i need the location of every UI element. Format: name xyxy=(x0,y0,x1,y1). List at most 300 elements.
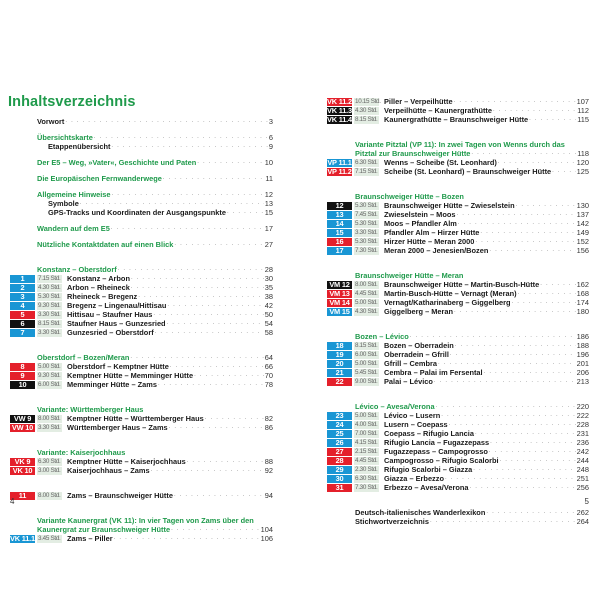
stage-row[interactable] xyxy=(300,97,589,106)
section-heading-line1 xyxy=(300,140,589,149)
stage-duration: 5.30 Std. xyxy=(38,292,61,300)
leader-dots xyxy=(438,359,576,368)
stage-entry[interactable] xyxy=(300,447,589,456)
stage-duration: 5.00 Std. xyxy=(38,362,61,370)
leader-dots xyxy=(484,368,576,377)
page-number-right: 5 xyxy=(584,497,589,506)
stage-page: 180 xyxy=(576,307,589,316)
leader-dots xyxy=(167,319,264,328)
stage-page: 120 xyxy=(576,158,589,167)
stage-row[interactable] xyxy=(300,420,589,429)
toc-entry[interactable] xyxy=(0,224,273,233)
stage-row[interactable] xyxy=(300,359,589,368)
section-heading-row[interactable] xyxy=(300,149,589,158)
stage-label: Konstanz – Arbon xyxy=(67,274,130,283)
stage-badge: VW 10 xyxy=(11,422,34,432)
stage-label: Memminger Hütte – Zams xyxy=(67,380,157,389)
toc-entry[interactable] xyxy=(0,174,273,183)
stage-row[interactable] xyxy=(300,201,589,210)
spacer xyxy=(0,337,273,353)
stage-label: Giggelberg – Meran xyxy=(384,307,453,316)
stage-entry[interactable] xyxy=(0,301,273,310)
stage-duration: 5.30 Std. xyxy=(355,219,378,227)
stage-label: Hittisau – Staufner Haus xyxy=(67,310,153,319)
leader-dots xyxy=(490,438,576,447)
leader-dots xyxy=(205,414,264,423)
stage-entry[interactable] xyxy=(0,491,273,500)
stage-duration: 7.15 Std. xyxy=(355,167,378,175)
leader-dots xyxy=(473,465,575,474)
front-matter-entry[interactable] xyxy=(0,240,273,249)
stage-row[interactable] xyxy=(0,283,273,292)
stage-entry[interactable] xyxy=(300,298,589,307)
front-matter-entry[interactable] xyxy=(0,158,273,167)
stage-entry[interactable] xyxy=(0,371,273,380)
stage-label: Zams – Braunschweiger Hütte xyxy=(67,491,173,500)
stage-page: 222 xyxy=(576,411,589,420)
toc-entry[interactable] xyxy=(0,208,273,217)
leader-dots xyxy=(153,310,263,319)
stage-page: 188 xyxy=(576,341,589,350)
stage-row[interactable] xyxy=(300,350,589,359)
stage-label: Fugazzepass – Campogrosso xyxy=(384,447,488,456)
stage-row[interactable] xyxy=(300,368,589,377)
stage-row[interactable] xyxy=(300,289,589,298)
entry-label: Stichwortverzeichnis xyxy=(355,517,429,526)
stage-row[interactable] xyxy=(300,456,589,465)
back-matter-entry[interactable] xyxy=(300,508,589,517)
stage-label: Martin-Busch-Hütte – Vernagt (Meran) xyxy=(384,289,517,298)
stage-page: 201 xyxy=(576,359,589,368)
stage-entry[interactable] xyxy=(0,423,273,432)
stage-entry[interactable] xyxy=(300,289,589,298)
stage-badge: VP 11.2 xyxy=(327,166,352,176)
stage-duration: 3.30 Std. xyxy=(38,310,61,318)
stage-row[interactable] xyxy=(300,158,589,167)
leader-dots xyxy=(458,219,576,228)
section-page: 118 xyxy=(577,149,589,158)
section-heading-text: Kaunergrat zur Braunschweiger Hütte xyxy=(37,525,171,534)
spacer xyxy=(300,492,589,508)
section-heading[interactable] xyxy=(0,353,273,362)
stage-label: Rifugio Lancia – Fugazzepass xyxy=(384,438,490,447)
stage-label: Braunschweiger Hütte – Zwieselstein xyxy=(384,201,515,210)
section-heading[interactable] xyxy=(300,149,589,158)
stage-row[interactable] xyxy=(0,274,273,283)
stage-row[interactable] xyxy=(300,237,589,246)
stage-page: 92 xyxy=(264,466,273,475)
section-heading-row[interactable] xyxy=(0,448,273,457)
entry-page: 17 xyxy=(264,224,273,233)
stage-badge: 7 xyxy=(10,329,35,337)
toc-entry[interactable] xyxy=(0,158,273,167)
stage-entry[interactable] xyxy=(300,115,589,124)
stage-badge: VK 11.2 xyxy=(327,96,352,106)
stage-entry[interactable] xyxy=(300,97,589,106)
stage-page: 244 xyxy=(576,456,589,465)
leader-dots xyxy=(529,115,576,124)
stage-entry[interactable] xyxy=(0,292,273,301)
stage-page: 213 xyxy=(576,377,589,386)
stage-entry[interactable] xyxy=(0,414,273,423)
stage-entry[interactable] xyxy=(0,310,273,319)
stage-row[interactable] xyxy=(0,423,273,432)
leader-dots xyxy=(169,423,264,432)
stage-page: 125 xyxy=(576,167,589,176)
stage-label: Kaiserjochhaus – Zams xyxy=(67,466,150,475)
section-heading[interactable] xyxy=(300,192,589,201)
leader-dots xyxy=(486,508,575,517)
leader-dots xyxy=(450,350,576,359)
stage-row[interactable] xyxy=(0,534,273,543)
stage-label: Campogrosso – Rifugio Scalorbi xyxy=(384,456,499,465)
stage-row[interactable] xyxy=(300,447,589,456)
stage-duration: 7.30 Std. xyxy=(355,483,378,491)
section-heading[interactable] xyxy=(300,332,589,341)
stage-page: 88 xyxy=(264,457,273,466)
leader-dots xyxy=(455,341,576,350)
section-heading-text: Lévico – Avesa/Verona xyxy=(355,402,435,411)
stage-badge: 28 xyxy=(327,457,352,465)
front-matter-entry[interactable] xyxy=(0,208,273,217)
section-heading-row[interactable] xyxy=(0,353,273,362)
stage-entry[interactable] xyxy=(0,457,273,466)
stage-label: Arbon – Rheineck xyxy=(67,283,130,292)
stage-badge: 27 xyxy=(327,448,352,456)
toc-entry[interactable] xyxy=(0,133,273,142)
toc-entry[interactable] xyxy=(0,240,273,249)
stage-row[interactable] xyxy=(300,465,589,474)
stage-entry[interactable] xyxy=(0,319,273,328)
stage-label: Kaunergrathütte – Braunschweiger Hütte xyxy=(384,115,529,124)
stage-page: 58 xyxy=(264,328,273,337)
stage-entry[interactable] xyxy=(0,274,273,283)
stage-label: Staufner Haus – Gunzesried xyxy=(67,319,166,328)
stage-row[interactable] xyxy=(300,474,589,483)
entry-label: Übersichtskarte xyxy=(37,133,93,142)
stage-entry[interactable] xyxy=(300,246,589,255)
front-matter-entry[interactable] xyxy=(0,199,273,208)
stage-duration: 7.30 Std. xyxy=(355,246,378,254)
section-heading[interactable] xyxy=(0,448,273,457)
section-heading-line1 xyxy=(0,516,273,525)
stage-entry[interactable] xyxy=(300,228,589,237)
leader-dots xyxy=(112,190,264,199)
stage-duration: 10.15 Std. xyxy=(355,97,381,105)
stage-page: 228 xyxy=(576,420,589,429)
section-heading-row[interactable] xyxy=(0,405,273,414)
stage-badge: 26 xyxy=(327,439,352,447)
stage-badge: 23 xyxy=(327,412,352,420)
stage-page: 236 xyxy=(576,438,589,447)
spacer xyxy=(300,316,589,332)
stage-entry[interactable] xyxy=(300,377,589,386)
toc-entry[interactable] xyxy=(0,190,273,199)
stage-entry[interactable] xyxy=(300,201,589,210)
stage-label: Coepass – Rifugio Lancia xyxy=(384,429,474,438)
entry-label: Nützliche Kontaktdaten auf einen Blick xyxy=(37,240,174,249)
leader-dots xyxy=(434,377,576,386)
spacer xyxy=(0,475,273,491)
stage-row[interactable] xyxy=(0,328,273,337)
stage-badge: 12 xyxy=(327,202,352,210)
stage-label: Gfrill – Cembra xyxy=(384,359,437,368)
leader-dots xyxy=(430,517,576,526)
stage-label: Zams – Piller xyxy=(67,534,113,543)
stage-entry[interactable] xyxy=(300,307,589,316)
stage-row[interactable] xyxy=(0,491,273,500)
stage-duration: 5.45 Std. xyxy=(355,368,378,376)
stage-entry[interactable] xyxy=(300,350,589,359)
leader-dots xyxy=(111,224,264,233)
leader-dots xyxy=(493,106,576,115)
stage-entry[interactable] xyxy=(0,283,273,292)
stage-badge: 18 xyxy=(327,342,352,350)
spacer xyxy=(0,233,273,240)
stage-duration: 3.30 Std. xyxy=(355,228,378,236)
stage-entry[interactable] xyxy=(300,474,589,483)
section-heading-text: Braunschweiger Hütte – Bozen xyxy=(355,192,464,201)
stage-entry[interactable] xyxy=(300,210,589,219)
stage-badge: 25 xyxy=(327,430,352,438)
stage-row[interactable] xyxy=(0,380,273,389)
stage-entry[interactable] xyxy=(300,106,589,115)
section-heading[interactable] xyxy=(300,402,589,411)
stage-duration: 5.00 Std. xyxy=(355,359,378,367)
section-heading[interactable] xyxy=(300,271,589,280)
toc-entry[interactable] xyxy=(0,142,273,151)
front-matter-entry[interactable] xyxy=(0,142,273,151)
stage-badge: 29 xyxy=(327,466,352,474)
stage-duration: 8.15 Std. xyxy=(38,319,61,327)
stage-duration: 6.30 Std. xyxy=(38,457,61,465)
stage-entry[interactable] xyxy=(300,158,589,167)
stage-badge: 10 xyxy=(10,381,35,389)
front-matter-entry[interactable] xyxy=(0,117,273,126)
section-heading xyxy=(0,516,273,525)
stage-duration: 3.30 Std. xyxy=(38,328,61,336)
stage-entry[interactable] xyxy=(300,219,589,228)
stage-duration: 9.30 Std. xyxy=(38,301,61,309)
stage-badge: 21 xyxy=(327,369,352,377)
leader-dots xyxy=(449,420,576,429)
stage-duration: 7.00 Std. xyxy=(355,429,378,437)
toc-entry[interactable] xyxy=(300,517,589,526)
stage-duration: 8.00 Std. xyxy=(38,491,61,499)
left-toc xyxy=(0,117,273,543)
stage-row[interactable] xyxy=(0,310,273,319)
stage-row[interactable] xyxy=(0,414,273,423)
leader-dots xyxy=(151,466,264,475)
stage-row[interactable] xyxy=(0,457,273,466)
section-heading-text: Variante: Kaiserjochhaus xyxy=(37,448,126,457)
stage-entry[interactable] xyxy=(300,483,589,492)
entry-page: 11 xyxy=(265,174,273,183)
leader-dots xyxy=(410,332,576,341)
stage-duration: 8.00 Std. xyxy=(38,414,61,422)
section-heading-row[interactable] xyxy=(0,525,273,534)
stage-entry[interactable] xyxy=(0,362,273,371)
stage-entry[interactable] xyxy=(300,420,589,429)
leader-dots xyxy=(489,246,575,255)
stage-row[interactable] xyxy=(300,298,589,307)
toc-entry[interactable] xyxy=(0,117,273,126)
leader-dots xyxy=(456,210,575,219)
stage-entry[interactable] xyxy=(0,466,273,475)
stage-label: Verpeilhütte – Kaunergrathütte xyxy=(384,106,493,115)
stage-entry[interactable] xyxy=(300,411,589,420)
front-matter-entry[interactable] xyxy=(0,224,273,233)
section-heading-row[interactable] xyxy=(300,332,589,341)
spacer xyxy=(0,126,273,133)
stage-row[interactable] xyxy=(0,292,273,301)
leader-dots xyxy=(512,298,576,307)
leader-dots xyxy=(158,380,264,389)
stage-page: 115 xyxy=(577,115,589,124)
stage-row[interactable] xyxy=(300,246,589,255)
stage-duration: 9.00 Std. xyxy=(355,377,378,385)
stage-entry[interactable] xyxy=(300,456,589,465)
entry-page: 12 xyxy=(264,190,273,199)
spacer xyxy=(0,167,273,174)
section-heading-row[interactable] xyxy=(300,402,589,411)
stage-duration: 7.15 Std. xyxy=(38,274,61,282)
stage-duration: 4.45 Std. xyxy=(355,456,378,464)
stage-badge: 19 xyxy=(327,351,352,359)
stage-badge: 17 xyxy=(327,247,352,255)
toc-entry[interactable] xyxy=(300,508,589,517)
stage-entry[interactable] xyxy=(300,429,589,438)
stage-label: Scheibe (St. Leonhard) – Braunschweiger Hütte xyxy=(384,167,552,176)
stage-row[interactable] xyxy=(300,106,589,115)
section-heading[interactable] xyxy=(0,265,273,274)
right-toc xyxy=(300,97,589,526)
stage-duration: 4.00 Std. xyxy=(355,420,378,428)
stage-row[interactable] xyxy=(0,371,273,380)
section-page: 220 xyxy=(576,402,589,411)
stage-duration: 8.15 Std. xyxy=(355,341,378,349)
stage-row[interactable] xyxy=(300,115,589,124)
back-matter-entry[interactable] xyxy=(300,517,589,526)
stage-badge: 20 xyxy=(327,360,352,368)
stage-page: 156 xyxy=(576,246,589,255)
stage-row[interactable] xyxy=(300,228,589,237)
stage-page: 149 xyxy=(576,228,589,237)
stage-badge: VP 11.1 xyxy=(327,157,352,167)
stage-entry[interactable] xyxy=(0,328,273,337)
stage-row[interactable] xyxy=(0,319,273,328)
stage-label: Vernagt/Katharinaberg – Giggelberg xyxy=(384,298,511,307)
section-heading[interactable] xyxy=(0,405,273,414)
stage-row[interactable] xyxy=(300,210,589,219)
stage-entry[interactable] xyxy=(300,438,589,447)
stage-label: Cembra – Palai im Fersental xyxy=(384,368,483,377)
stage-entry[interactable] xyxy=(300,280,589,289)
toc-entry[interactable] xyxy=(0,199,273,208)
stage-label: Kemptner Hütte – Memminger Hütte xyxy=(67,371,194,380)
entry-page: 3 xyxy=(268,117,273,126)
stage-badge: 1 xyxy=(10,275,35,283)
stage-row[interactable] xyxy=(300,429,589,438)
stage-duration: 5.30 Std. xyxy=(355,237,378,245)
stage-page: 152 xyxy=(576,237,589,246)
section-page: 104 xyxy=(260,525,273,534)
section-heading-text: Pitztal zur Braunschweiger Hütte xyxy=(355,149,471,158)
stage-badge: 8 xyxy=(10,363,35,371)
front-matter-entry[interactable] xyxy=(0,174,273,183)
entry-page: 27 xyxy=(264,240,273,249)
stage-row[interactable] xyxy=(300,341,589,350)
entry-label: Vorwort xyxy=(37,117,65,126)
stage-page: 78 xyxy=(264,380,273,389)
leader-dots xyxy=(552,167,576,176)
stage-label: Zwieselstein – Moos xyxy=(384,210,456,219)
stage-row[interactable] xyxy=(300,280,589,289)
stage-row[interactable] xyxy=(300,167,589,176)
front-matter-entry[interactable] xyxy=(0,133,273,142)
stage-row[interactable] xyxy=(300,307,589,316)
stage-page: 112 xyxy=(577,106,589,115)
stage-badge: VM 15 xyxy=(327,308,352,316)
stage-row[interactable] xyxy=(0,301,273,310)
stage-row[interactable] xyxy=(0,466,273,475)
stage-entry[interactable] xyxy=(300,341,589,350)
stage-page: 174 xyxy=(576,298,589,307)
section-heading[interactable] xyxy=(0,525,273,534)
stage-entry[interactable] xyxy=(0,534,273,543)
stage-duration: 4.30 Std. xyxy=(355,106,378,114)
section-page: 64 xyxy=(264,353,273,362)
spacer xyxy=(0,389,273,405)
stage-badge: 22 xyxy=(327,378,352,386)
section-heading-row[interactable] xyxy=(300,192,589,201)
stage-label: Kemptner Hütte – Württemberger Haus xyxy=(67,414,204,423)
stage-entry[interactable] xyxy=(300,368,589,377)
stage-row[interactable] xyxy=(300,411,589,420)
stage-row[interactable] xyxy=(300,438,589,447)
stage-row[interactable] xyxy=(300,219,589,228)
stage-entry[interactable] xyxy=(300,237,589,246)
leader-dots xyxy=(163,174,264,183)
section-heading-row[interactable] xyxy=(300,271,589,280)
stage-badge: 11 xyxy=(10,492,35,500)
entry-label: Wandern auf dem E5 xyxy=(37,224,110,233)
stage-badge: 6 xyxy=(10,320,35,328)
stage-page: 248 xyxy=(576,465,589,474)
stage-label: Wenns – Scheibe (St. Leonhard) xyxy=(384,158,497,167)
stage-page: 142 xyxy=(576,219,589,228)
stage-row[interactable] xyxy=(0,362,273,371)
stage-entry[interactable] xyxy=(0,380,273,389)
toc-title: Inhaltsverzeichnis xyxy=(8,94,136,110)
stage-badge: 30 xyxy=(327,475,352,483)
stage-row[interactable] xyxy=(300,483,589,492)
spacer xyxy=(0,183,273,190)
stage-entry[interactable] xyxy=(300,167,589,176)
stage-page: 242 xyxy=(576,447,589,456)
section-heading-row[interactable] xyxy=(0,265,273,274)
stage-entry[interactable] xyxy=(300,465,589,474)
stage-page: 130 xyxy=(576,201,589,210)
stage-label: Palai – Lévico xyxy=(384,377,433,386)
leader-dots xyxy=(471,149,576,158)
stage-label: Giazza – Erbezzo xyxy=(384,474,444,483)
front-matter-entry[interactable] xyxy=(0,190,273,199)
stage-row[interactable] xyxy=(300,377,589,386)
stage-duration: 4.45 Std. xyxy=(355,289,378,297)
leader-dots xyxy=(445,474,576,483)
stage-entry[interactable] xyxy=(300,359,589,368)
